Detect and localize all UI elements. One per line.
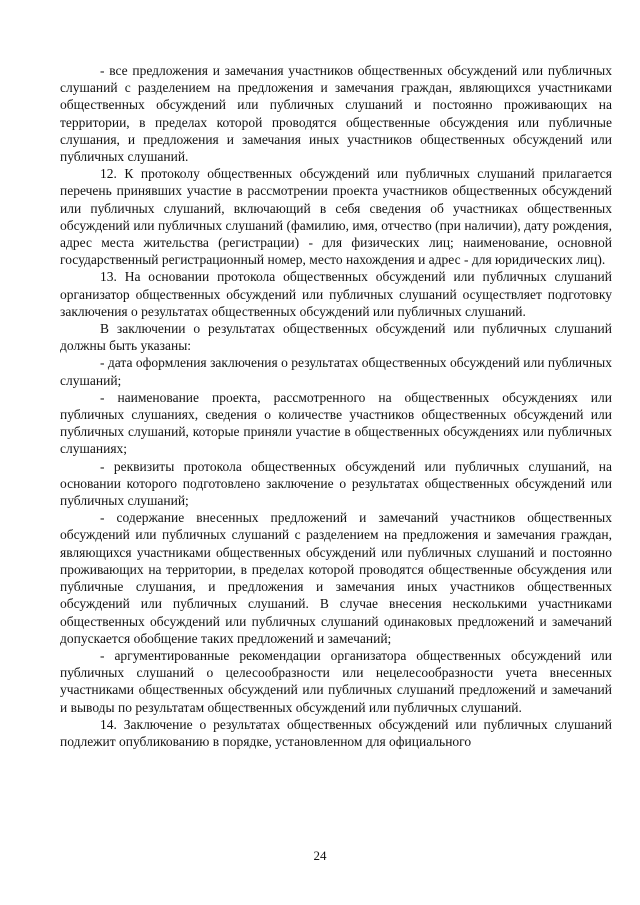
page-number: 24	[313, 848, 327, 863]
paragraph-12: 12. К протоколу общественных обсуждений или публичных слушаний прилагается перечень принявших участие в рассмотрении проекта участников общественных обсуждений или публичных слушаний, включающий в себя сведения об участниках общественных обсуждений или публичных слушаний (фамилию, имя, отчество (при наличии), дату рождения, адрес места жительства (регистрации) - для физических лиц; наименование, основной государственный регистрационный номер, место нахождения и адрес - для юридических лиц).	[60, 166, 612, 268]
paragraph-14: 14. Заключение о результатах общественных обсуждений или публичных слушаний подлежит опубликованию в порядке, установленном для официального	[60, 716, 612, 749]
document-body	[60, 62, 612, 750]
list-item-protocol-details: - реквизиты протокола общественных обсуждений или публичных слушаний, на основании которого подготовлено заключение о результатах общественных обсуждений или публичных слушаний;	[60, 458, 612, 509]
paragraph-13: 13. На основании протокола общественных обсуждений или публичных слушаний организатор общественных обсуждений или публичных слушаний осуществляет подготовку заключения о результатах общественных обсуждений или публичных слушаний.	[60, 269, 612, 319]
list-item-date: - дата оформления заключения о результатах общественных обсуждений или публичных слушаний;	[60, 355, 612, 388]
list-item-proposals-content: - содержание внесенных предложений и замечаний участников общественных обсуждений или публичных слушаний с разделением на предложения и замечания граждан, являющихся участниками общественных обсуждений или публичных слушаний и постоянно проживающих на территории, в пределах которой проводятся общественные обсуждения или публичные слушания, и предложения и замечания иных участников общественных обсуждений или публичных слушаний. В случае внесения несколькими участниками общественных обсуждений или публичных слушаний одинаковых предложений и замечаний допускается обобщение таких предложений и замечаний;	[60, 510, 612, 646]
list-item-recommendations: - аргументированные рекомендации организатора общественных обсуждений или публичных слушаний о целесообразности или нецелесообразности учета внесенных участниками общественных обсуждений или публичных слушаний предложений и замечаний и выводы по результатам общественных обсуждений или публичных слушаний.	[60, 647, 612, 715]
paragraph-conclusion-intro: В заключении о результатах общественных обсуждений или публичных слушаний должны быть указаны:	[60, 321, 612, 354]
list-item-project-name: - наименование проекта, рассмотренного на общественных обсуждениях или публичных слушаниях, сведения о количестве участников общественных обсуждений или публичных слушаний, которые приняли участие в общественных обсуждениях или публичных слушаниях;	[60, 389, 612, 457]
paragraph-proposals-list: - все предложения и замечания участников общественных обсуждений или публичных слушаний с разделением на предложения и замечания граждан, являющихся участниками общественных обсуждений или публичных слушаний и постоянно проживающих на территории, в пределах которой проводятся общественные обсуждения или публичные слушания, и предложения и замечания иных участников общественных обсуждений или публичных слушаний.	[60, 63, 612, 165]
